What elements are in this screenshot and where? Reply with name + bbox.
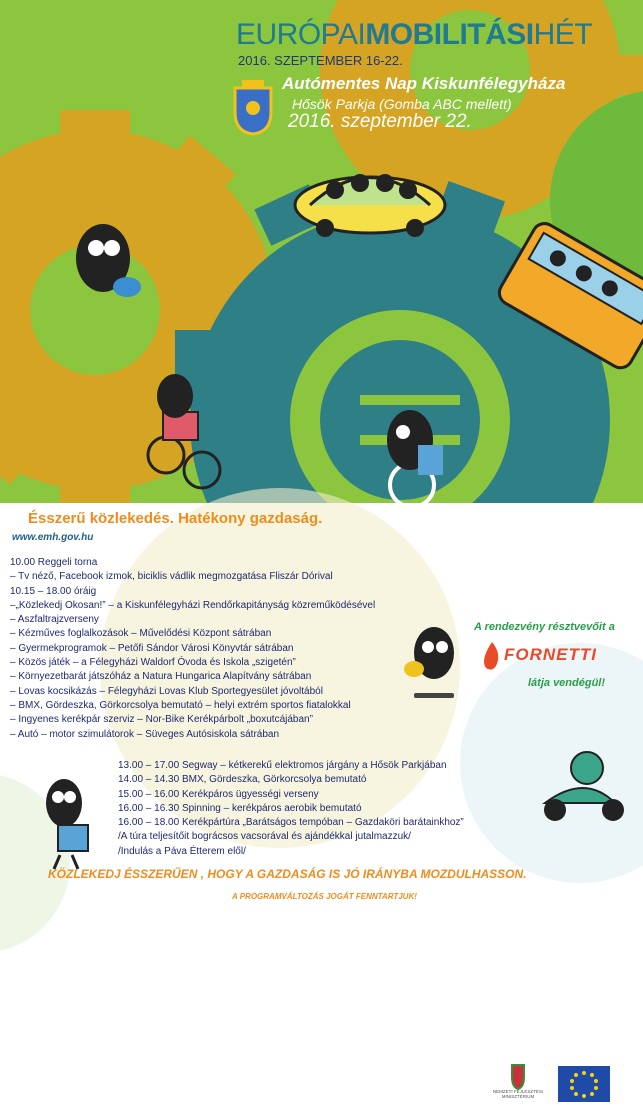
list-item: – Tv néző, Facebook izmok, biciklis vádlik megmozgatása Fliszár Dórival [10,571,333,583]
ministry-logo: NEMZETI FEJLESZTÉSI MINISZTÉRIUM [488,1061,548,1107]
shopper-character-icon [38,775,98,870]
list-item: – Ingyenes kerékpár szerviz – Nor-Bike Kerékpárbolt „boxutcájában” [10,714,313,726]
list-item: 10.00 Reggeli torna [10,557,98,568]
week-dates: 2016. SZEPTEMBER 16-22. [238,53,403,68]
event-location: Hősök Parkja (Gomba ABC mellett) [292,96,512,112]
afternoon-program-list [118,759,464,859]
sponsor-text-2: látja vendégül! [528,677,606,689]
coat-of-arms-icon [230,78,276,136]
list-item: 10.15 – 18.00 óráig [10,585,97,597]
poster-illustration [0,0,643,503]
closing-slogan: KÖZLEKEDJ ÉSSZERŰEN , HOGY A GAZDASÁG IS JÓ IRÁNYBA MOZDULHASSON. [48,867,527,881]
event-name: Autómentes Nap Kiskunfélegyháza [282,74,566,93]
list-item: –„Közlekedj Okosan!” – a Kiskunfélegyházi Rendőrkapitányság közreműködésével [10,599,376,611]
list-item: – Lovas kocsikázás – Félegyházi Lovas Klub Sportegyesület jóvoltából [10,685,323,697]
slogan: Ésszerű közlekedés. Hatékony gazdaság. [28,510,323,527]
list-item: – Gyermekprogramok – Petőfi Sándor Városi Könyvtár sátrában [10,642,294,654]
list-item: 16.00 – 16.30 Spinning – kerékpáros aerobik bemutató [118,802,362,814]
list-item: – BMX, Gördeszka, Görkorcsolya bemutató – helyi extrém sportos fiatalokkal [10,699,351,711]
list-item: /Indulás a Páva Étterem elől/ [118,845,246,857]
list-item: – Aszfaltrajzverseny [10,614,99,626]
website-link[interactable]: www.emh.gov.hu [12,532,94,543]
disclaimer: A PROGRAMVÁLTOZÁS JOGÁT FENNTARTJUK! [232,892,417,901]
program-list [10,556,480,742]
list-item: 16.00 – 18.00 Kerékpártúra „Barátságos tempóban – Gazdaköri barátainkhoz” [118,817,464,829]
list-item: 15.00 – 16.00 Kerékpáros ügyességi verseny [118,788,319,800]
flame-icon [480,640,504,672]
list-item: – Környezetbarát játszóház a Natura Hungarica Alapítvány sátrában [10,671,312,683]
scooter-character-icon [535,748,635,828]
list-item: – Közös játék – a Félegyházi Waldorf Óvoda és Iskola „szigetén” [10,657,296,669]
event-date: 2016. szeptember 22. [288,111,472,132]
fornetti-logo: FORNETTI [480,640,620,672]
list-item: /A túra teljesítőit bográcsos vacsorával és ajándékkal jutalmazzuk/ [118,831,411,843]
list-item: – Autó – motor szimulátorok – Süveges Autósiskola sátrában [10,728,280,740]
page-title: EURÓPAIMOBILITÁSIHÉT [236,18,593,51]
hungarian-crest-icon [488,1061,548,1089]
list-item: 13.00 – 17.00 Segway – kétkerekű elektromos járgány a Hősök Parkjában [118,760,447,771]
sponsor-text: A rendezvény résztvevőit a [474,621,615,633]
eu-flag-icon [558,1066,610,1102]
list-item: 14.00 – 14.30 BMX, Gördeszka, Görkorcsolya bemutató [118,774,367,786]
list-item: – Kézműves foglalkozások – Művelődési Központ sátrában [10,628,272,640]
